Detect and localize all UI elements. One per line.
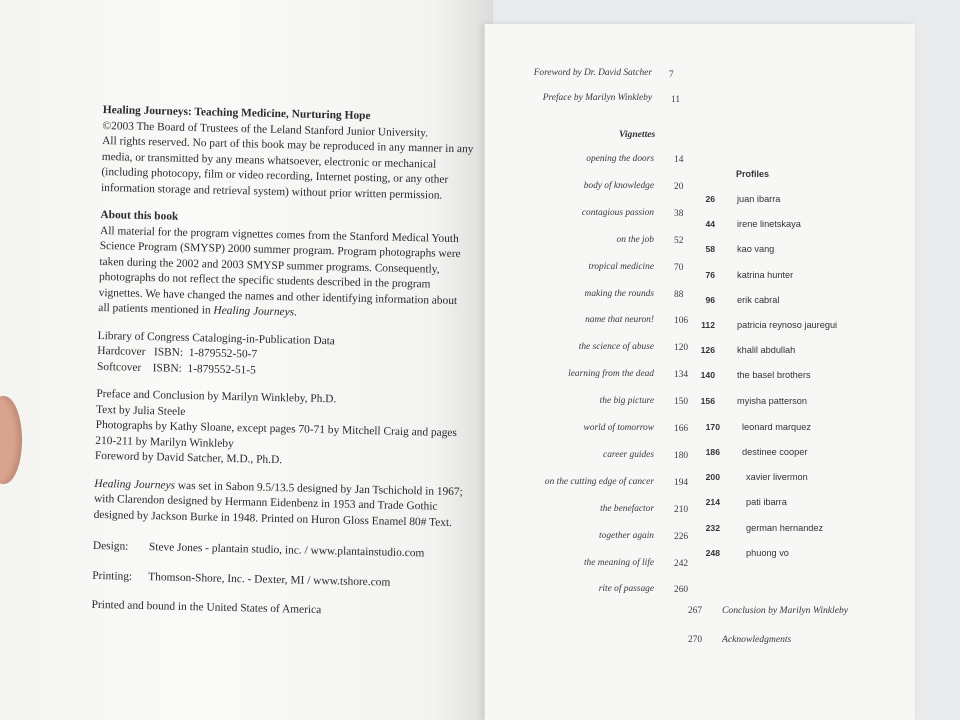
credit-text: Text by Julia Steele (95, 403, 186, 418)
profile-name: leonard marquez (742, 421, 811, 432)
profile-page: 214 (705, 497, 720, 508)
vignette-page: 226 (674, 531, 689, 542)
vignette-title: the big picture (599, 396, 654, 407)
profile-page: 44 (705, 219, 715, 230)
credit-photographs: Photographs by Kathy Sloane, except pages 70-71 by Mitchell Craig and pages 210-211 by Marilyn Winkleby (95, 418, 458, 450)
profile-name: the basel brothers (737, 370, 811, 381)
vignettes-heading: Vignettes (619, 129, 656, 140)
vignette-page: 106 (674, 316, 689, 327)
vignette-page: 20 (674, 181, 684, 192)
profile-name: kao vang (737, 244, 775, 255)
vignette-title: the science of abuse (578, 342, 654, 353)
vignette-page: 70 (674, 262, 684, 273)
profile-name: destinee cooper (742, 447, 808, 457)
profile-name: katrina hunter (737, 269, 794, 280)
toc-page: 7 (669, 70, 674, 80)
about-text-body: All material for the program vignettes comes from the Stanford Medical Youth Science Program (SMYSP) 2000 summer program. Program photographs were taken during the 2002 and 2003 SMYSP summer programs. Consequently, photographs do not reflect the specific students described in the program vignettes. We have changed the names and other identifying information about all patients mentioned in (98, 224, 461, 317)
toc-page: 267 (688, 606, 703, 616)
profile-page: 156 (700, 395, 715, 406)
profile-name: german hernandez (746, 522, 824, 533)
typeset-book-title: Healing Journeys (94, 477, 176, 492)
profile-name: xavier livermon (746, 472, 808, 483)
vignette-title: world of tomorrow (583, 423, 654, 433)
vignette-page: 210 (674, 504, 689, 515)
vignette-title: the benefactor (600, 503, 654, 514)
vignette-page: 166 (674, 424, 689, 434)
vignette-title: body of knowledge (583, 180, 654, 191)
book-title: Healing Journeys: Teaching Medicine, Nurturing Hope (102, 103, 371, 123)
profile-page: 96 (705, 294, 715, 305)
vignette-title: rite of passage (598, 584, 654, 595)
credit-preface: Preface and Conclusion by Marilyn Winkleby, Ph.D. (96, 387, 337, 406)
vignette-title: opening the doors (586, 154, 654, 164)
vignette-page: 52 (674, 235, 684, 246)
vignette-page: 194 (674, 477, 689, 488)
vignette-title: making the rounds (584, 288, 654, 299)
printed-in: Printed and bound in the United States of America (91, 598, 322, 617)
printing-value: Thomson-Shore, Inc. - Dexter, MI / www.tshore.com (148, 570, 391, 589)
vignette-title: on the cutting edge of cancer (544, 476, 654, 487)
vignette-title: the meaning of life (583, 557, 654, 568)
profile-page: 126 (700, 345, 715, 356)
isbn-hardcover: Hardcover ISBN: 1-879552-50-7 (97, 344, 258, 361)
profile-name: myisha patterson (737, 395, 807, 406)
vignette-page: 134 (674, 370, 689, 381)
isbn-softcover: Softcover ISBN: 1-879552-51-5 (96, 360, 256, 377)
vignette-page: 14 (674, 155, 684, 165)
profile-page: 170 (705, 421, 720, 432)
toc-title: Foreword by Dr. David Satcher (533, 68, 652, 78)
profile-name: irene linetskaya (737, 219, 801, 230)
toc-page: 270 (688, 635, 703, 645)
profile-name: pati ibarra (746, 497, 787, 508)
toc-title: Acknowledgments (722, 634, 792, 645)
vignette-page: 260 (674, 585, 689, 596)
about-text-end: . (293, 306, 298, 319)
profiles-heading: Profiles (736, 169, 770, 179)
profile-name: juan ibarra (737, 194, 781, 204)
toc-title: Conclusion by Marilyn Winkleby (722, 605, 849, 616)
vignette-page: 180 (674, 450, 689, 461)
design-value: Steve Jones - plantain studio, inc. / www.plantainstudio.com (148, 541, 425, 560)
about-heading: About this book (100, 208, 179, 223)
toc-page: 11 (671, 95, 681, 105)
profile-name: erik cabral (737, 294, 780, 305)
credit-foreword: Foreword by David Satcher, M.D., Ph.D. (94, 449, 283, 467)
vignette-page: 242 (674, 558, 689, 569)
profile-page: 186 (705, 447, 720, 457)
profile-name: patricia reynoso jauregui (737, 320, 838, 330)
printing-label: Printing: (92, 569, 133, 583)
vignette-page: 38 (674, 208, 684, 219)
profile-page: 140 (700, 370, 715, 381)
vignette-title: career guides (603, 449, 654, 460)
toc-title: Preface by Marilyn Winkleby (542, 93, 652, 103)
copyright-line: ©2003 The Board of Trustees of the Leland Stanford Junior University. (102, 119, 429, 139)
vignette-title: on the job (616, 234, 654, 245)
typeset-body: was set in Sabon 9.5/13.5 designed by Jan Tschichold in 1967; with Clarendon designed by Hermann Eidenbenz in 1953 and Trade Gothic designed by Jackson Burke in 1948. Printed on Huron Gloss Enamel 80# Text. (93, 479, 463, 529)
profile-page: 200 (705, 472, 720, 483)
about-text-book-title: Healing Journeys (213, 304, 295, 319)
design-label: Design: (92, 539, 129, 553)
vignette-page: 120 (674, 343, 689, 354)
profile-name: khalil abdullah (737, 345, 796, 356)
profile-page: 26 (705, 194, 715, 204)
profile-page: 76 (705, 269, 715, 280)
vignette-title: together again (599, 530, 654, 541)
profile-name: phuong vo (746, 547, 789, 558)
profile-page: 58 (705, 244, 715, 255)
profile-page: 232 (705, 522, 720, 533)
loc-heading: Library of Congress Cataloging-in-Publication Data (97, 329, 336, 347)
vignette-title: tropical medicine (588, 261, 654, 272)
rights-statement: All rights reserved. No part of this book may be reproduced in any manner in any media, or transmitted by any means whatsoever, electronic or mechanical (including photocopy, film or video recording, Internet posting, or any other information storage and retrieval system) without prior written permission. (100, 134, 474, 202)
profile-page: 112 (701, 320, 715, 330)
vignette-title: learning from the dead (568, 369, 654, 380)
vignette-title: contagious passion (581, 207, 654, 218)
profile-page: 248 (705, 547, 720, 558)
vignette-title: name that neuron! (585, 315, 654, 326)
vignette-page: 88 (674, 289, 684, 300)
vignette-page: 150 (674, 397, 689, 408)
